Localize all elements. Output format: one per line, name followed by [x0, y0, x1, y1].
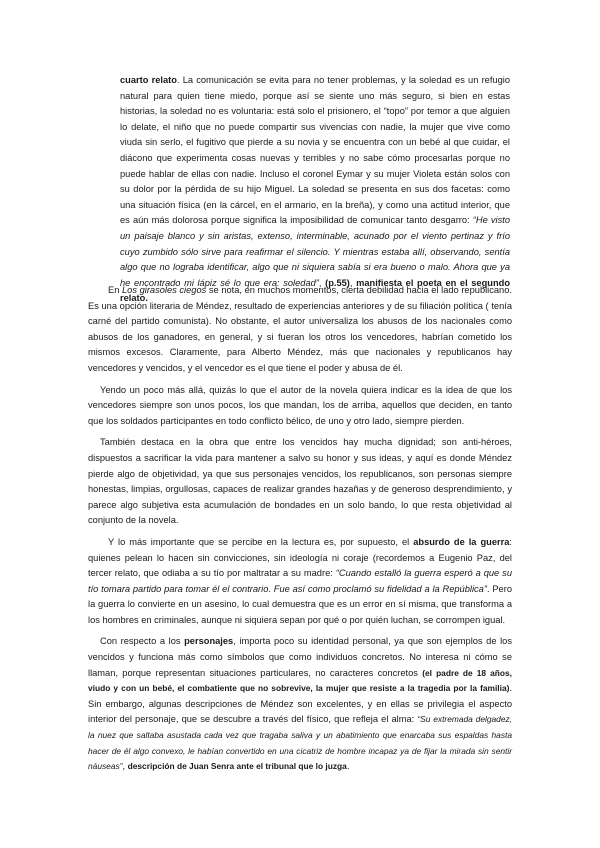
text-run: ,	[349, 277, 357, 288]
italic-quotation: “Su extremada delgadez, la nuez que saltaba asustada cada vez que tragaba saliva y un abatimiento que enarcaba sus espaldas hasta hacer de él algo convexo, le habían convertido en una cicatriz de hombre incapaz ya de fijar la mirada sin sentir náuseas”	[88, 714, 512, 772]
text-run: .	[346, 761, 350, 772]
text-run: ,	[318, 277, 326, 288]
text-run: . Sin embargo, algunas descripciones de Méndez son excelentes, y en ellas se privilegia el aspecto interior del personaje, que se descubre a través del físico, que refleja el alma:	[88, 683, 512, 725]
bold-phrase: manifiesta el poeta en el segundo relato.	[120, 277, 510, 304]
text-run: Y lo más importante que se percibe en la lectura es, por supuesto, el	[108, 536, 414, 547]
text-run: Con respecto a los	[100, 636, 185, 647]
text-run: . La comunicación se evita para no tener problemas, y la soledad es un refugio natural para quien tiene miedo, porque así se siente uno más seguro, si bien en estas historias, la soledad no es voluntaria: está solo el prisionero, el “topo” por temor a que alguien lo delate, el niño que no puede compartir sus vivencias con nadie, la mujer que vive como viuda sin serlo, el fugitivo que pierde a su novia y se encuentra con un bebé al que cuidar, el diácono que experimenta cosas nuevas y terribles y no sabe cómo procesarlas porque no puede hablar de ellas con nadie. Incluso el coronel Eymar y su mujer Violeta están solos con su dolor por la pérdida de su hijo Miguel. La soledad se presenta en sus dos facetas: como una situación física (en la cárcel, en el armario, en la breña), y como una actitud interior, que es aún más dolorosa porque significa la imposibilidad de comunicar tanto desgarro:	[120, 75, 510, 226]
text-run: se nota, en muchos momentos, cierta debilidad hacia el lado republicano. Es una opción literaria de Méndez, resultado de experiencias anteriores y de su filiación política ( tenía carné del partido comunista). No obstante, el autor universaliza los abusos de los nacionales como abusos de los ganadores, en general, y si fueran los otros los vencedores, habrían cometido los mismos excesos. Claramente, para Alberto Méndez, más que nacionales y republicanos hay vencedores y vencidos, y el vencedor es el que tiene el poder y abusa de él.	[88, 285, 512, 373]
bold-phrase: descripción de Juan Senra ante el tribunal que lo juzga	[127, 761, 347, 772]
paragraph-dignity: También destaca en la obra que entre los vencidos hay mucha dignidad; son anti-héroes, dispuestos a sacrificar la vida para mantener a salvo su honor y sus ideas, y aquí es donde Méndez pierde algo de objetividad, ya que sus personajes vencidos, los republicanos, son personas siempre honestas, limpias, orgullosas, capaces de realizar grandes hazañas y de generoso desprendimiento, y parece algo subjetiva esta acumulación de bondades en un solo bando, lo que resta objetividad al conjunto de la novela.	[88, 437, 512, 526]
italic-quotation: “Cuando estalló la guerra esperó a que su tío tomara partido para tomar él el contrario. Fue así como proclamó su fidelidad a la República”	[88, 568, 512, 594]
bold-phrase: (el padre de 18 años, viudo y con un bebé, el combatiente que no sobrevive, la mujer que resiste a la tragedia por la familia)	[88, 667, 512, 694]
text-run: . Pero la guerra lo convierte en un asesino, lo cual demuestra que es un error en sí misma, que transforma a los hombres en criminales, aunque ni siquiera sepan por qué o por quién luchan, se corrompen igual.	[88, 583, 512, 625]
text-run: , importa poco su identidad personal, ya que son ejemplos de los vencidos y funciona más como símbolos que como individuos concretos. No interesa ni cómo se llaman, porque representan situaciones particulares, no caracteres concretos	[88, 636, 512, 678]
paragraph-winners: Yendo un poco más allá, quizás lo que el autor de la novela quiera indicar es la idea de que los vencedores siempre son unos pocos, los que mandan, los de arriba, aquellos que deciden, en tanto que los soldados participantes en todo conflicto bélico, de uno y otro lado, siempre pierden.	[88, 384, 512, 426]
paragraph-absurdity-of-war	[88, 535, 512, 629]
paragraph-republican-bias	[88, 283, 512, 377]
paragraph-solitude	[120, 73, 510, 307]
text-run: : quienes pelean lo hacen sin convicciones, sin ideología ni coraje (recordemos a Eugenio Paz, del tercer relato, que odiaba a su tío por maltratar a su madre:	[88, 536, 512, 579]
indented-quote-block	[120, 73, 510, 307]
main-text-block	[88, 283, 512, 781]
bold-phrase: cuarto relato	[120, 75, 177, 85]
page-reference: (p.55)	[325, 277, 350, 288]
text-run: ,	[122, 761, 128, 772]
bold-phrase: personajes	[184, 636, 234, 647]
book-title: Los girasoles ciegos	[121, 285, 207, 295]
bold-phrase: absurdo de la guerra	[413, 536, 510, 547]
italic-quotation: “He visto un paisaje blanco y sin aristas, extenso, interminable, acunado por el viento pertinaz y frío cuyo zumbido sólo sirve para reafirmar el silencio. Y mientras estaba allí, observando, sentía algo que no lograba identificar, algo que ni siquiera sabía si era bueno o malo. Ahora que ya he encontrado mi lápiz sé lo que era: soledad”	[120, 215, 510, 288]
text-run: En	[108, 285, 122, 295]
paragraph-characters	[88, 634, 512, 774]
